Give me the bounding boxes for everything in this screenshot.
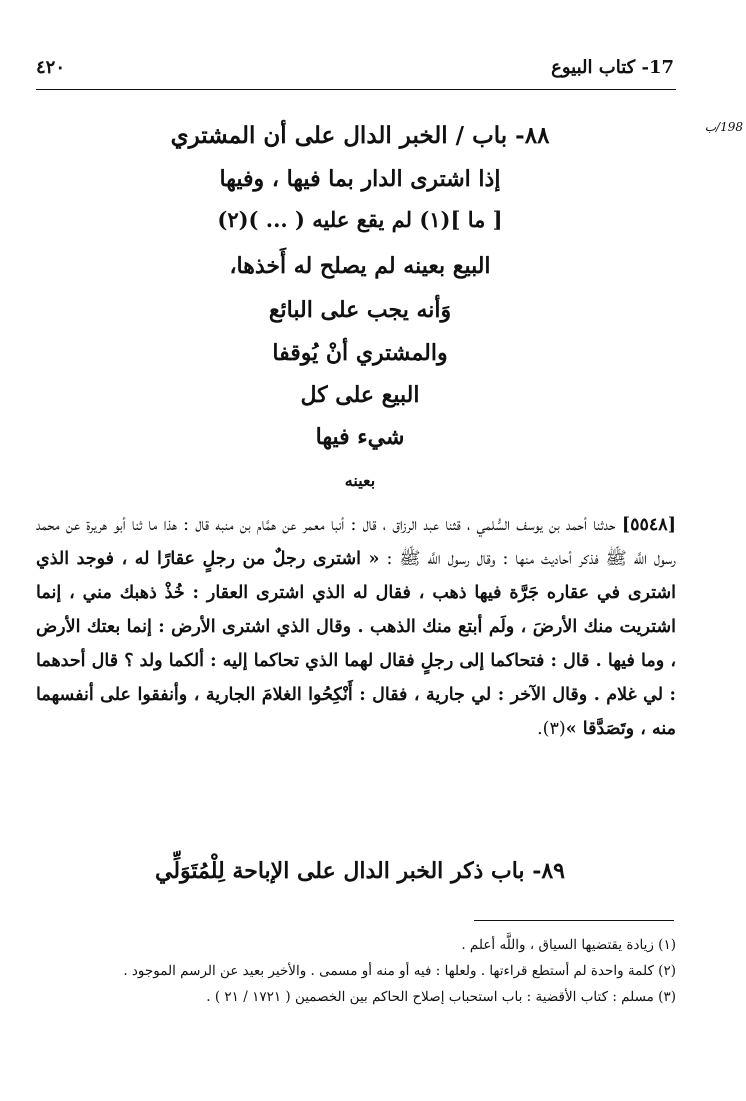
- chapter-heading-line-6: والمشتري أنْ يُوقفا: [272, 340, 448, 366]
- chapter-heading-line-1: ٨٨- باب / الخبر الدال على أن المشتري: [170, 122, 550, 149]
- chapter-heading-line-7: البيع على كل: [300, 382, 420, 408]
- hadith-number: [٥٥٤٨]: [621, 515, 676, 535]
- manuscript-folio-note: 198/ب: [704, 120, 743, 134]
- chapter-title: 17- كتاب البيوع: [551, 57, 674, 78]
- chapter-heading-line-5: وَأنه يجب على البائع: [268, 297, 452, 323]
- hadith-matn: « اشترى رجلٌ من رجلٍ عقارًا له ، فوجد الذي اشترى في عقاره جَرَّة فيها ذهب ، فقال له الذي اشترى العقار : خُذْ ذهبك مني ، إنما اشتريت منك الأرضَ ، ولَم أبتع منك الذهب . وقال الذي اشترى الأرض : إنما بعتك الأرض ، وما فيها . قال : فتحاكما إلى رجلٍ فقال لهما الذي تحاكما إليه : ألكما ولد ؟ قال أحدهما : لي غلام . وقال الآخر : لي جارية ، فقال : أَنْكِحُوا الغلامَ الجارية ، وأنفقوا على أنفسهما منه ، وتَصَدَّقا »: [36, 549, 676, 739]
- next-chapter-heading: ٨٩- باب ذكر الخبر الدال على الإباحة لِلْمُتَوَلِّي: [155, 858, 565, 884]
- footnote-2: (٢) كلمة واحدة لم أستطع قراءتها . ولعلها : فيه أو منه أو مسمى . والأخير بعيد عن الرسم الموجود .: [123, 963, 676, 979]
- footnotes: [36, 932, 676, 1010]
- chapter-heading-line-9: بعينه: [344, 471, 376, 490]
- footnote-1: (١) زيادة يقتضيها السياق ، واللَّه أعلم .: [461, 937, 676, 953]
- chapter-heading-line-8: شيء فيها: [315, 424, 405, 450]
- footnote-3: (٣) مسلم : كتاب الأقضية : باب استحباب إصلاح الحاكم بين الخصمين ( ١٧٢١ / ٢١ ) .: [206, 989, 676, 1005]
- header-divider: [36, 89, 676, 90]
- hadith-body: [36, 508, 676, 746]
- chapter-heading-line-4: البيع بعينه لم يصلح له أَخذها،: [229, 253, 491, 279]
- page-header: [36, 55, 674, 89]
- chapter-heading-line-3: [ ما ](١) لم يقع عليه ( ... )(٢): [217, 207, 503, 232]
- footnote-divider: [474, 920, 674, 921]
- hadith-isnad: حدثنا أحمد بن يوسف السُّلمي ، قثنا عبد الرزاق ، قال : أنبا معمر عن همَّام بن منبه قال : هذا ما ثنا أبو هريرة عن محمد رسول اللَّه ﷺ فذكر أحاديث منها : وقال رسول اللَّه ﷺ :: [36, 515, 676, 569]
- chapter-heading-line-2: إذا اشترى الدار بما فيها ، وفيها: [219, 166, 501, 192]
- hadith-footnote-ref: (٣).: [537, 719, 566, 739]
- page-number: ٤٢٠: [36, 57, 66, 78]
